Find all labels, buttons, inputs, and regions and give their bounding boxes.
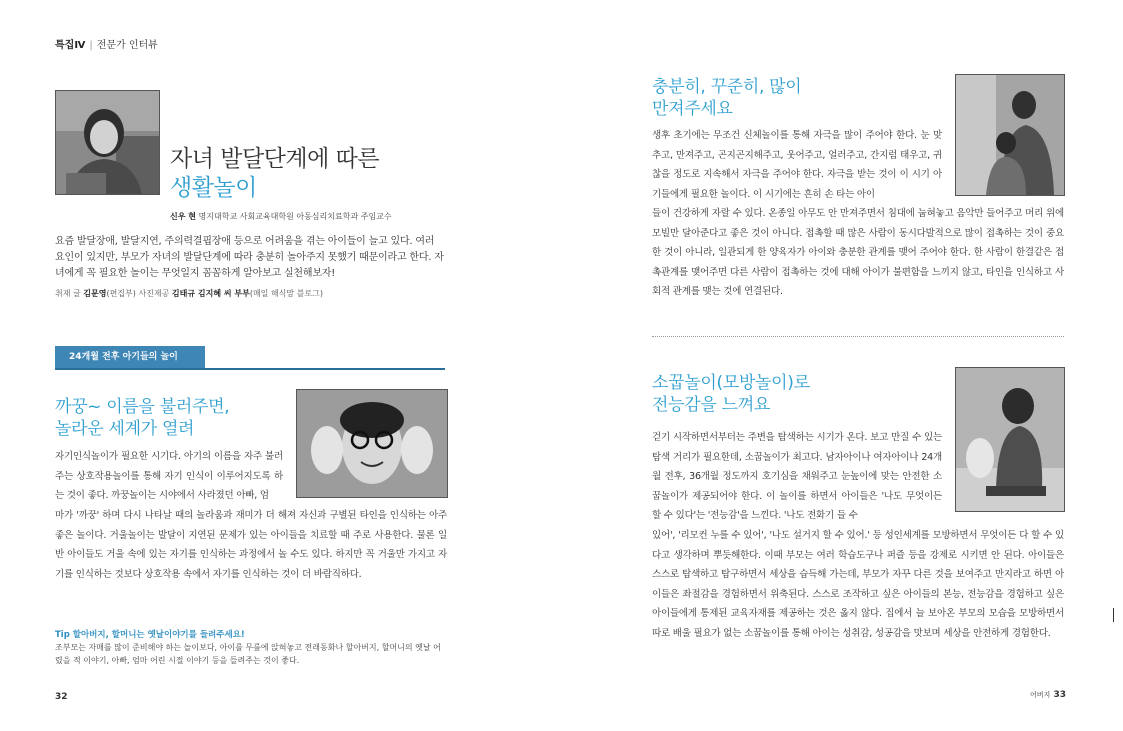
section-1-title-line-2: 놀라운 세계가 열려 — [55, 419, 195, 439]
section-2-body-wide: 들이 건강하게 자랄 수 있다. 온종일 아무도 안 만져주면서 침대에 눕혀놓고 음악만 들어주고 머리 위에 모빌만 달아준다고 좋은 것이 아니다. 접촉할 때 많은 사람이 동시다발적으로 많이 접촉하는 것이 중요한 것이 아니라, 일관되게 한 양육자가 아이와 충분한 관계를 맺어 주어야 한다. 한 사람이 한결같은 접촉관계를 맺어주면 다른 사람이 접촉하는 것에 대해 아이가 불편함을 느끼지 않고, 타인을 인식하고 사회적 관계를 맺는 것에 연결된다. — [652, 208, 1064, 298]
page-right-label: 어버지 — [1030, 691, 1051, 699]
section-divider — [652, 336, 1064, 337]
section-1-body-narrow: 자기인식놀이가 필요한 시기다. 아기의 이름을 자주 불러주는 상호작용놀이를 통해 자기 인식이 이루어지도록 하는 것이 좋다. 까꿍놀이는 시야에서 사라졌던 아빠, 엄 — [55, 451, 283, 502]
credits-line — [55, 288, 323, 299]
credits-writer: 김문영 — [83, 289, 107, 298]
section-2-title-line-1: 충분히, 꾸준히, 많이 — [652, 77, 802, 97]
credits-label-1: 취재 글 — [55, 289, 84, 298]
author-photo — [55, 90, 160, 195]
article-title — [170, 145, 379, 203]
section-2-title — [652, 76, 801, 120]
section-3-title-line-1: 소꿉놀이(모방놀이)로 — [652, 373, 810, 393]
page-number-left: 32 — [55, 692, 68, 702]
text-cursor-mark — [1113, 608, 1114, 622]
tip-heading: Tip 할아버지, 할머니는 옛날이야기를 들려주세요! — [55, 630, 245, 640]
section-3-body-wide: 있어', '리모컨 누를 수 있어', '나도 설거지 할 수 있어.' 등 성인세계를 모방하면서 무엇이든 다 할 수 있다고 생각하며 뿌듯해한다. 이때 부모는 여러 학습도구나 퍼즐 등을 강제로 시키면 안 된다. 아이들은 스스로 탐색하고 탐구하면서 세상을 습득해 가는데, 부모가 자꾸 다른 것을 보여주고 만지라고 하면 아이들은 좌절감을 경험하면서 위축된다. 스스로 조작하고 싶은 아이들의 본능, 전능감을 경험하고 싶은 아이들에게 통제된 교육자재를 제공하는 것은 옳지 않다. 집에서 늘 보아온 부모의 모습을 모방하면서 따로 배울 필요가 없는 소꿉놀이를 통해 아이는 성취감, 성공감을 맛보며 세상을 안전하게 경험한다. — [652, 530, 1064, 639]
section-3-photo — [955, 367, 1065, 512]
section-3-body-narrow: 걷기 시작하면서부터는 주변을 탐색하는 시기가 온다. 보고 만질 수 있는 탐색 거리가 필요한데, 소꿉놀이가 최고다. 남자아이나 여자아이나 24개월 전후, 36개월 정도까지 호기심을 채워주고 눈높이에 맞는 안전한 소꿉놀이가 제공되어야 한다. 이 놀이를 하면서 아이들은 '나도 무엇이든 할 수 있다'는 '전능감'을 느낀다. '나도 전화기 들 수 — [652, 432, 942, 522]
credits-label-3: (매일 해식맘 블로그) — [249, 289, 323, 298]
section-bar-label: 24개월 전후 아기들의 놀이 — [55, 346, 205, 368]
section-2-photo — [955, 74, 1065, 196]
title-line-2: 생활놀이 — [170, 175, 257, 201]
author-line — [170, 211, 392, 222]
section-bar — [55, 346, 445, 370]
section-sub: 전문가 인터뷰 — [96, 40, 158, 51]
section-2-body-narrow: 생후 초기에는 무조건 신체놀이를 통해 자극을 많이 주어야 한다. 눈 맞추고, 만져주고, 곤지곤지해주고, 웃어주고, 얼러주고, 간지럼 태우고, 귀찮을 정도로 지속해서 자극을 주어야 한다. 자극을 받는 것이 이 시기 아기들에게 필요한 놀이다. 이 시기에는 흔히 손 타는 아이 — [652, 130, 942, 200]
credits-label-2: (편집부) 사진제공 — [106, 289, 172, 298]
section-1-title-line-1: 까꿍~ 이름을 불러주면, — [55, 397, 230, 417]
section-1-title — [55, 396, 229, 440]
credits-photo: 김태규 김지혜 씨 부부 — [171, 289, 250, 298]
intro-paragraph: 요즘 발달장애, 발달지연, 주의력결핍장애 등으로 어려움을 겪는 아이들이 늘고 있다. 여러 요인이 있지만, 부모가 자녀의 발달단계에 따라 충분히 놀아주지 못했기 때문이라고 한다. 자녀에게 꼭 필요한 놀이는 무엇일지 꼼꼼하게 알아보고 실천해보자! — [55, 236, 444, 279]
page-header: 특집Ⅳ | 전문가 인터뷰 — [55, 40, 158, 51]
title-line-1: 자녀 발달단계에 따른 — [170, 146, 380, 172]
section-3-title — [652, 372, 810, 416]
author-name: 신우 현 — [170, 212, 196, 221]
section-1-photo — [296, 389, 448, 498]
section-3-title-line-2: 전능감을 느껴요 — [652, 395, 770, 415]
page-number-right — [1030, 690, 1066, 700]
tip-body: 조부모는 자매를 많이 준비해야 하는 놀이보다, 아이를 무릎에 앉혀놓고 전래동화나 할아버지, 할머니의 옛날 어렸을 적 이야기, 아빠, 엄마 어린 시절 이야기 등을 들려주는 것이 좋다. — [55, 643, 441, 665]
section-label: 특집Ⅳ — [55, 40, 86, 51]
section-1-body-wide: 마가 '까꿍' 하며 다시 나타날 때의 놀라움과 재미가 더 해져 자신과 구별된 타인을 인식하는 아주 좋은 놀이다. 거울놀이는 발달이 지연된 문제가 있는 아이들을 치료할 때 주로 사용한다. 물론 일반 아이들도 거울 속에 있는 자기를 인식하는 과정에서 놀 수도 있다. 하지만 꼭 거울만 가지고 자기를 인식하는 것보다 상호작용 속에서 자기를 인식하는 것이 더 바람직하다. — [55, 510, 447, 580]
page-right-number: 33 — [1053, 690, 1066, 700]
section-2-title-line-2: 만져주세요 — [652, 99, 733, 119]
author-affiliation: 명지대학교 사회교육대학원 아동심리치료학과 주임교수 — [198, 212, 392, 221]
